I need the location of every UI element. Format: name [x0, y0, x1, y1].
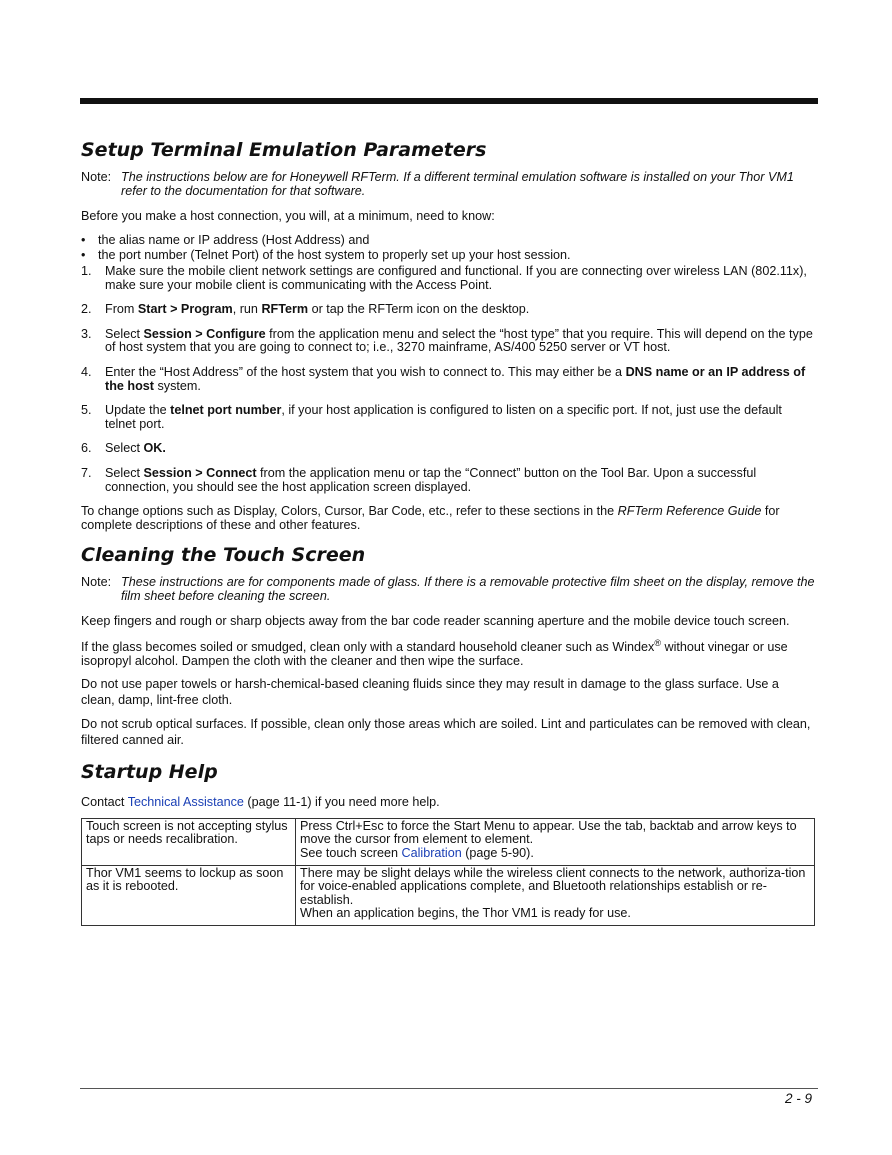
section-title-startup: Startup Help: [81, 761, 218, 784]
bullet-icon: •: [81, 248, 86, 263]
requirements-list: [81, 234, 815, 263]
step-4: 4. Enter the “Host Address” of the host system that you wish to connect to. This may either be a DNS name or an IP address of the host system.: [81, 364, 806, 393]
note-label: Note:: [81, 170, 112, 184]
section-title-cleaning: Cleaning the Touch Screen: [81, 544, 366, 567]
footer-rule: [80, 1088, 818, 1089]
table-row: [82, 865, 815, 925]
step-6: 6. Select OK.: [81, 441, 166, 456]
note-text: The instructions below are for Honeywell RFTerm. If a different terminal emulation software is installed on your Thor VM1 refer to the documentation for that software.: [121, 170, 794, 198]
step-7: 7. Select Session > Connect from the application menu or tap the “Connect” button on the Tool Bar. Upon a successful connection, you should see the host application screen displayed.: [81, 465, 757, 494]
cleaning-note: [81, 576, 815, 603]
note-label: Note:: [81, 575, 112, 590]
step-5: 5. Update the telnet port number, if your host application is configured to listen on a specific port. If not, just use the default telnet port.: [81, 403, 782, 431]
page-content: [81, 138, 815, 926]
cleaning-paragraph-2: If the glass becomes soiled or smudged, clean only with a standard household cleaner such as Windex® without vinegar or use isopropyl alcohol. Dampen the cloth with the cleaner and then wipe the surface.: [81, 637, 788, 668]
page-number: 2 - 9: [784, 1091, 812, 1106]
note-text: These instructions are for components made of glass. If there is a removable protective film sheet on the display, remove the film sheet before cleaning the screen.: [121, 575, 815, 603]
table-row: [82, 818, 815, 865]
calibration-link[interactable]: Calibration: [401, 846, 462, 861]
problem-cell: Touch screen is not accepting stylus taps or needs recalibration.: [82, 818, 296, 865]
step-1: 1. Make sure the mobile client network settings are configured and functional. If you are connecting over wireless LAN (802.11x), make sure your mobile client is communicating with the Access Point.: [81, 263, 807, 292]
step-3: 3. Select Session > Configure from the application menu and select the “host type” that you require. This will depend on the type of host system that you are going to connect to; i.e., 3270 mainframe, AS/400 5250 server or VT host.: [81, 326, 813, 355]
list-item: • the alias name or IP address (Host Address) and: [81, 232, 370, 247]
cleaning-paragraph-1: Keep fingers and rough or sharp objects away from the bar code reader scanning aperture and the mobile device touch screen.: [81, 614, 790, 629]
technical-assistance-link[interactable]: Technical Assistance: [127, 795, 244, 810]
list-item: • the port number (Telnet Port) of the host system to properly set up your host session.: [81, 248, 571, 263]
bullet-icon: •: [81, 232, 86, 247]
solution-cell: There may be slight delays while the wireless client connects to the network, authoriza-tion for voice-enabled applications complete, and Bluetooth relationships establish or re-establish. When an application begins, the Thor VM1 is ready for use.: [296, 865, 815, 925]
startup-contact: Contact Technical Assistance (page 11-1) if you need more help.: [81, 795, 440, 810]
step-2: 2. From Start > Program, run RFTerm or tap the RFTerm icon on the desktop.: [81, 302, 530, 317]
problem-cell: Thor VM1 seems to lockup as soon as it is rebooted.: [82, 865, 296, 925]
setup-steps: [81, 265, 815, 494]
setup-closing: To change options such as Display, Colors, Cursor, Bar Code, etc., refer to these sections in the RFTerm Reference Guide for complete descriptions of these and other features.: [81, 504, 780, 532]
cleaning-paragraph-3: Do not use paper towels or harsh-chemical-based cleaning fluids since they may result in damage to the glass surface. Use a clean, damp, lint-free cloth.: [81, 677, 779, 708]
setup-intro: Before you make a host connection, you will, at a minimum, need to know:: [81, 209, 495, 224]
cleaning-paragraph-4: Do not scrub optical surfaces. If possible, clean only those areas which are soiled. Lint and particulates can be removed with clean, filtered canned air.: [81, 717, 811, 748]
solution-cell: Press Ctrl+Esc to force the Start Menu to appear. Use the tab, backtab and arrow keys to move the cursor from element to element. See touch screen Calibration (page 5-90).: [296, 818, 815, 865]
setup-note: [81, 171, 815, 198]
startup-help-table: [81, 818, 815, 926]
section-title-setup: Setup Terminal Emulation Parameters: [81, 139, 487, 161]
header-rule: [80, 98, 818, 104]
